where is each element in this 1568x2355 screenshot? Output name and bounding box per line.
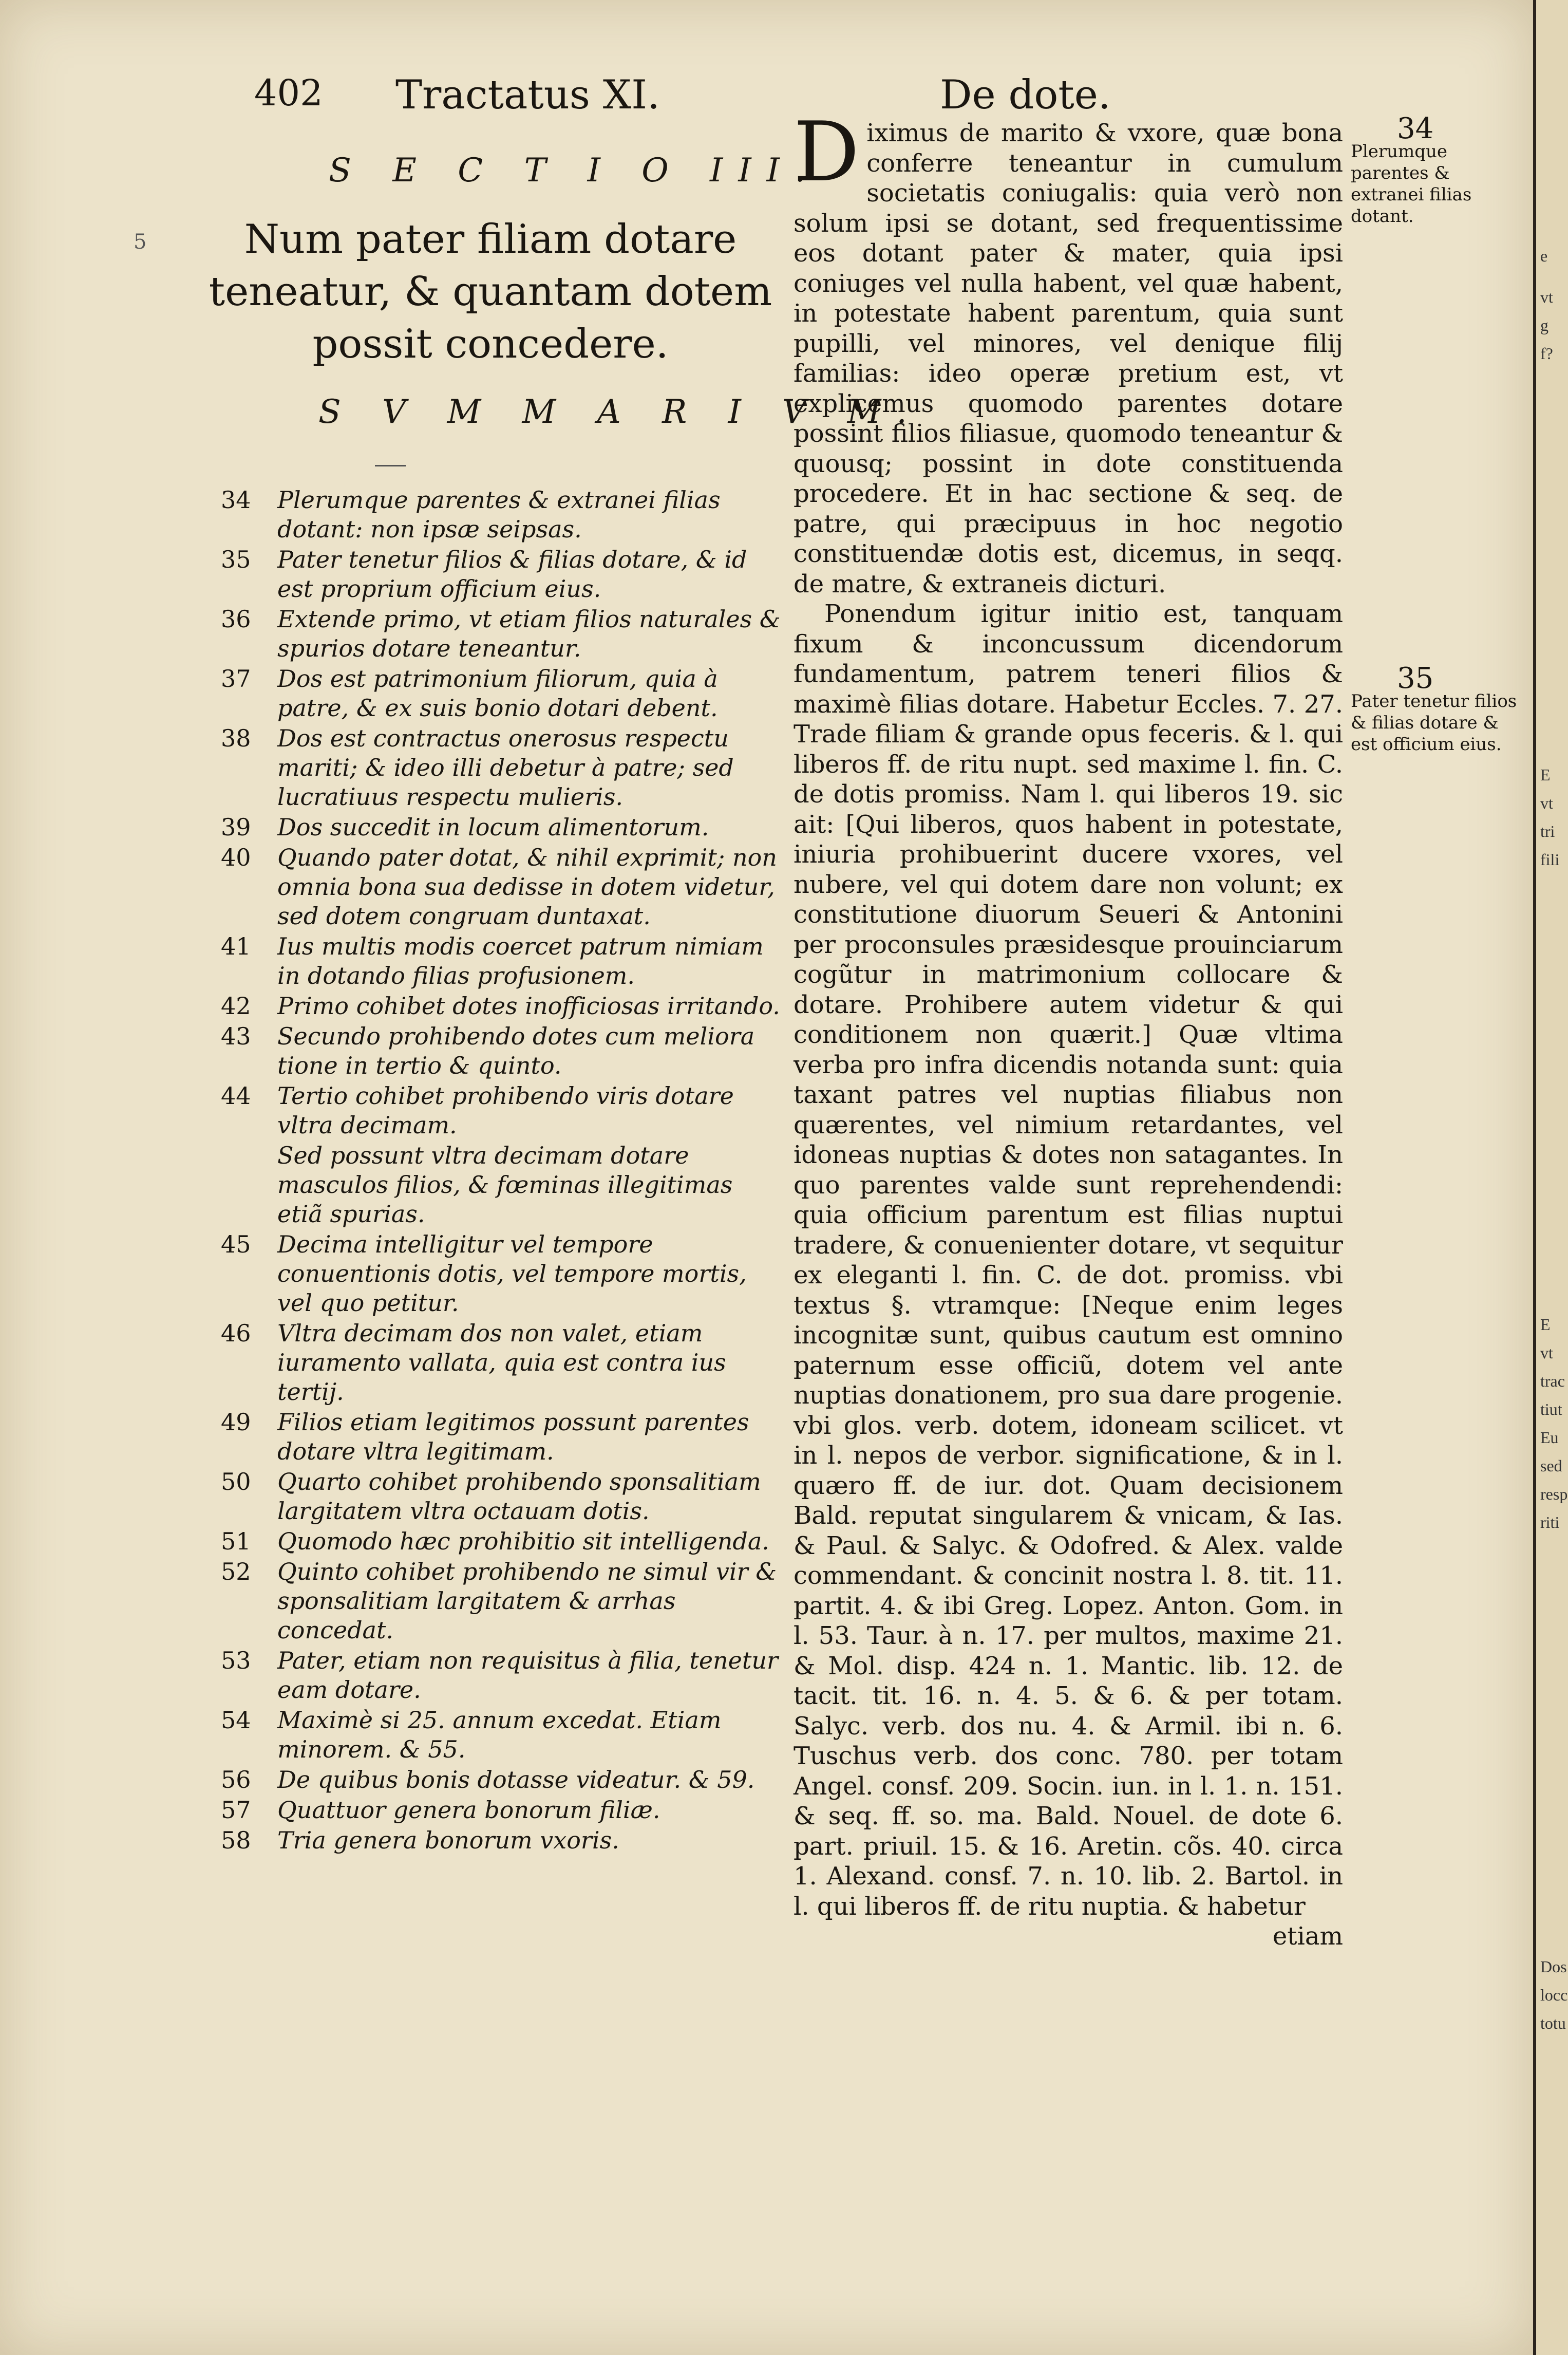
summary-number: 34 bbox=[221, 486, 251, 514]
summary-number: 53 bbox=[221, 1647, 251, 1674]
summary-item bbox=[221, 813, 781, 842]
summary-item bbox=[221, 1826, 781, 1855]
margin-note-text: Pater tenetur filios & filias dotare & est officium eius. bbox=[1351, 691, 1517, 755]
summary-item bbox=[221, 1467, 781, 1526]
summary-item bbox=[221, 1022, 781, 1080]
summary-number: 41 bbox=[221, 932, 251, 960]
facing-fragment: riti bbox=[1540, 1513, 1560, 1531]
facing-fragment: vt bbox=[1540, 1343, 1553, 1362]
facing-fragment: sed bbox=[1540, 1456, 1562, 1475]
margin-note bbox=[1351, 662, 1525, 755]
facing-fragment: f? bbox=[1540, 344, 1553, 363]
body-paragraph: Ponendum igitur initio est, tanquam fixum & inconcussum dicendorum fundamentum, patrem teneri filios & maximè filias dotare. Habetur Eccles. 7. 27. Trade filiam & grande opus feceris. & l. qui liberos ff. de ritu nupt. sed maxime l. fin. C. de dotis promiss. Nam l. qui liberos 19. sic ait: [Qui liberos, quos habent in potestate, iniuria prohibuerint ducere vxores, vel nubere, vel qui dotem dare non volunt; ex constitutione diuorum Seueri & Antonini per proconsules præsidesque prouinciarum cogũtur in matrimonium collocare & dotare. Prohibere autem videtur & qui conditionem non quærit.] Quæ vltima verba pro infra dicendis notanda sunt: quia taxant patres vel nuptias filiabus non quærentes, vel nimium retardantes, vel idoneas nuptias & dotes non satagantes. In quo parentes valde sunt reprehendendi: quia officium parentum est filias nuptui tradere, & conuenienter dotare, vt sequitur ex eleganti l. fin. C. de dot. promiss. vbi textus §. vtramque: [Neque enim leges incognitæ sunt, quibus cautum est omnino paternum esse officiũ, dotem vel ante nuptias donationem, pro sua dare progenie. vbi glos. verb. dotem, idoneam scilicet. vt in l. nepos de verbor. significatione, & in l. quæro ff. de iur. dot. Quam decisionem Bald. reputat singularem & vnicam, & Ias. & Paul. & Salyc. & Odofred. & Alex. valde commendant. & concinit nostra l. 8. tit. 11. partit. 4. & ibi Greg. Lopez. Anton. Gom. in l. 53. Taur. à n. 17. per multos, maxime 21. & Mol. disp. 424 n. 1. Mantic. lib. 12. de tacit. tit. 16. n. 4. 5. & 6. & per totam. Salyc. verb. dos nu. 4. & Armil. ibi n. 6. Tuschus verb. dos conc. 780. per totam Angel. consf. 209. Socin. iun. in l. 1. n. 151. & seq. ff. so. ma. Bald. Nouel. de dote 6. part. priuil. 15. & 16. Aretin. cõs. 40. circa 1. Alexand. consf. 7. n. 10. lib. 2. Bartol. in l. qui liberos ff. de ritu nuptia. & habetur bbox=[794, 600, 1343, 1921]
summary-text: Ius multis modis coercet patrum nimiam in dotando filias profusionem. bbox=[277, 932, 764, 989]
summary-item bbox=[221, 1230, 781, 1318]
summary-item bbox=[221, 992, 781, 1021]
catchword: etiam bbox=[1272, 1922, 1343, 1951]
facing-fragment: E bbox=[1540, 1315, 1551, 1334]
summary-item bbox=[221, 932, 781, 990]
summary-number: 37 bbox=[221, 665, 251, 693]
summary-number: 43 bbox=[221, 1022, 251, 1050]
drop-capital: D bbox=[794, 104, 860, 200]
section-running-title: De dote. bbox=[940, 72, 1111, 118]
summary-number: 38 bbox=[221, 724, 251, 752]
facing-fragment: vt bbox=[1540, 794, 1553, 812]
summary-text: Quando pater dotat, & nihil exprimit; non omnia bona sua dedisse in dotem videtur, sed dotem congruam duntaxat. bbox=[277, 844, 777, 930]
summary-item bbox=[221, 1765, 781, 1795]
summary-item bbox=[221, 485, 781, 544]
summary-text: Extende primo, vt etiam filios naturales & spurios dotare teneantur. bbox=[277, 605, 781, 662]
summary-number: 39 bbox=[221, 813, 251, 841]
summary-text: Primo cohibet dotes inofficiosas irritando. bbox=[277, 992, 780, 1020]
summary-list bbox=[221, 485, 781, 1856]
section-label: S E C T I O III. bbox=[329, 152, 821, 190]
facing-page-edge bbox=[1533, 0, 1568, 2355]
facing-fragment: trac bbox=[1540, 1372, 1565, 1390]
margin-mark: 5 bbox=[134, 230, 147, 254]
summary-item bbox=[221, 1141, 781, 1229]
body-paragraph bbox=[794, 104, 1343, 599]
summary-text: Dos succedit in locum alimentorum. bbox=[277, 813, 709, 841]
facing-fragment: E bbox=[1540, 765, 1551, 784]
summary-number: 54 bbox=[221, 1706, 251, 1734]
summary-number: 44 bbox=[221, 1082, 251, 1110]
summary-item bbox=[221, 724, 781, 812]
facing-fragment: g bbox=[1540, 316, 1548, 334]
summary-text: Tria genera bonorum vxoris. bbox=[277, 1826, 619, 1854]
summary-text: Plerumque parentes & extranei filias dotant: non ipsæ seipsas. bbox=[277, 486, 721, 543]
facing-fragment: e bbox=[1540, 247, 1548, 265]
summary-label: S V M M A R I V M. bbox=[318, 393, 922, 431]
summary-text: Maximè si 25. annum excedat. Etiam minorem. & 55. bbox=[277, 1706, 722, 1763]
summary-text: Quomodo hæc prohibitio sit intelligenda. bbox=[277, 1527, 769, 1555]
margin-note-number: 35 bbox=[1397, 662, 1434, 695]
summary-item bbox=[221, 843, 781, 931]
summary-number: 46 bbox=[221, 1319, 251, 1347]
facing-fragment: totu bbox=[1540, 2014, 1566, 2032]
summary-item bbox=[221, 545, 781, 604]
page-number: 402 bbox=[254, 72, 323, 114]
summary-text: Dos est contractus onerosus respectu mariti; & ideo illi debetur à patre; sed lucratiuus respectu mulieris. bbox=[277, 724, 734, 811]
summary-item bbox=[221, 605, 781, 663]
summary-number: 57 bbox=[221, 1796, 251, 1824]
summary-number: 36 bbox=[221, 605, 251, 633]
summary-item bbox=[221, 1081, 781, 1140]
summary-number: 58 bbox=[221, 1826, 251, 1854]
summary-number: 40 bbox=[221, 844, 251, 871]
summary-item bbox=[221, 664, 781, 723]
summary-number: 35 bbox=[221, 546, 251, 573]
summary-text: Decima intelligitur vel tempore conuentionis dotis, vel tempore mortis, vel quo petitur. bbox=[277, 1230, 747, 1317]
summary-item bbox=[221, 1557, 781, 1645]
summary-item bbox=[221, 1408, 781, 1466]
summary-number: 56 bbox=[221, 1766, 251, 1793]
summary-text: Pater tenetur filios & filias dotare, & id est proprium officium eius. bbox=[277, 546, 747, 603]
summary-number: 42 bbox=[221, 992, 251, 1020]
summary-text: Vltra decimam dos non valet, etiam iuramento vallata, quia est contra ius tertij. bbox=[277, 1319, 726, 1406]
summary-number: 51 bbox=[221, 1527, 251, 1555]
summary-number: 45 bbox=[221, 1230, 251, 1258]
facing-fragment: resp bbox=[1540, 1485, 1568, 1503]
summary-item bbox=[221, 1796, 781, 1825]
summary-text: Pater, etiam non requisitus à filia, tenetur eam dotare. bbox=[277, 1647, 778, 1704]
summary-text: Filios etiam legitimos possunt parentes dotare vltra legitimam. bbox=[277, 1408, 749, 1465]
facing-fragment: vt bbox=[1540, 288, 1553, 306]
facing-fragment: Dos bbox=[1540, 1957, 1567, 1976]
margin-note-text: Plerumque parentes & extranei filias dotant. bbox=[1351, 141, 1472, 227]
facing-fragment: tri bbox=[1540, 822, 1555, 840]
facing-fragment: Eu bbox=[1540, 1428, 1559, 1447]
summary-text: Tertio cohibet prohibendo viris dotare vltra decimam. bbox=[277, 1082, 734, 1139]
summary-text: Dos est patrimonium filiorum, quia à patre, & ex suis bonio dotari debent. bbox=[277, 665, 718, 722]
facing-fragment: tiut bbox=[1540, 1400, 1562, 1418]
summary-text: Sed possunt vltra decimam dotare masculos filios, & fœminas illegitimas etiã spurias. bbox=[277, 1142, 733, 1228]
summary-number: 52 bbox=[221, 1558, 251, 1585]
body-text bbox=[794, 104, 1343, 1952]
summary-item bbox=[221, 1527, 781, 1556]
summary-text: Quarto cohibet prohibendo sponsalitiam largitatem vltra octauam dotis. bbox=[277, 1468, 761, 1525]
section-heading: Num pater filiam dotare teneatur, & quantam dotem possit concedere. bbox=[209, 216, 772, 367]
divider bbox=[375, 465, 406, 466]
summary-item bbox=[221, 1319, 781, 1407]
summary-number: 49 bbox=[221, 1408, 251, 1436]
summary-number: 50 bbox=[221, 1468, 251, 1496]
summary-text: Secundo prohibendo dotes cum meliora tione in tertio & quinto. bbox=[277, 1022, 755, 1079]
summary-text: Quattuor genera bonorum filiæ. bbox=[277, 1796, 660, 1824]
paragraph-text: iximus de marito & vxore, quæ bona conferre teneantur in cumulum societatis coniugalis: quia verò non solum ipsi se dotant, sed frequentissime eos dotant pater & mater, quia ipsi coniuges vel nulla habent, vel quæ habent, in potestate habent parentum, quia sunt pupilli, vel minores, vel denique filij familias: ideo operæ pretium est, vt explicemus quomodo parentes dotare possint filios filiasue, quomodo teneantur & quousq; possint in dote constituenda procedere. Et in hac sectione & seq. de patre, qui præcipuus in hoc negotio constituendæ dotis est, dicemus, in seqq. de matre, & extraneis dicturi. bbox=[794, 119, 1343, 599]
summary-text: De quibus bonis dotasse videatur. & 59. bbox=[277, 1766, 755, 1793]
summary-item bbox=[221, 1706, 781, 1764]
margin-note bbox=[1351, 112, 1525, 227]
summary-text: Quinto cohibet prohibendo ne simul vir & sponsalitiam largitatem & arrhas concedat. bbox=[277, 1558, 777, 1644]
margin-note-number: 34 bbox=[1397, 112, 1434, 145]
summary-item bbox=[221, 1646, 781, 1705]
facing-fragment: fili bbox=[1540, 850, 1560, 869]
facing-fragment: locc bbox=[1540, 1986, 1568, 2004]
running-title: Tractatus XI. bbox=[395, 72, 660, 118]
